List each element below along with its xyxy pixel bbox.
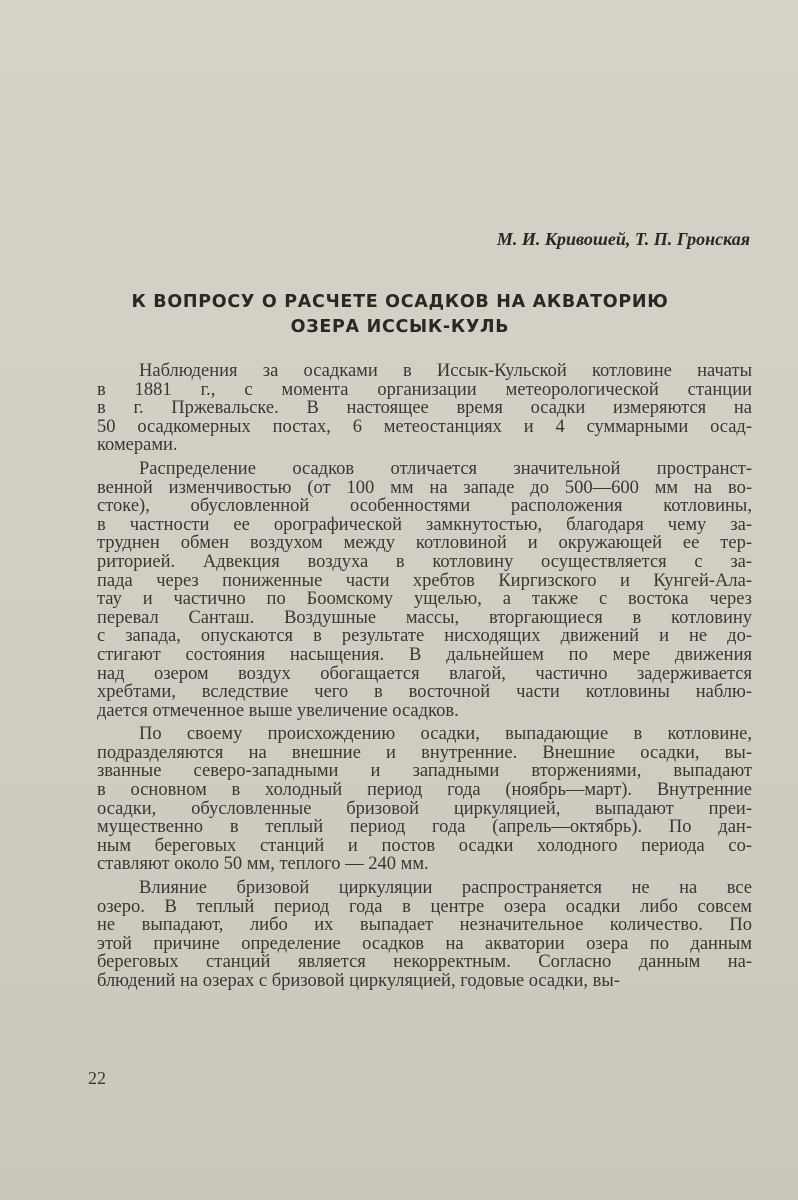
text-line: мущественно в теплый период года (апрель—октябрь). По дан- [97,817,752,838]
text-line: над озером воздух обогащается влагой, частично задерживается [97,663,752,684]
text-line: Влияние бризовой циркуляции распространяется не на все [139,878,752,899]
text-line: осадки, обусловленные бризовой циркуляцией, выпадают преи- [97,798,752,819]
text-line: труднен обмен воздухом между котловиной и окружающей ее тер- [97,533,752,554]
text-line: подразделяются на внешние и внутренние. Внешние осадки, вы- [97,742,752,763]
paragraph [97,725,752,874]
text-line: званные северо-западными и западными вторжениями, выпадают [97,761,752,782]
text-line: блюдений на озерах с бризовой циркуляцией, годовые осадки, вы- [97,971,620,991]
text-line: перевал Санташ. Воздушные массы, вторгающиеся в котловину [97,607,752,628]
text-line: ным береговых станций и постов осадки холодного периода со- [97,835,752,856]
article-body [97,362,752,996]
text-line: риторией. Адвекция воздуха в котловину осуществляется с за- [97,551,752,572]
text-line: комерами. [97,435,178,456]
text-line: 50 осадкомерных постах, 6 метеостанциях и 4 суммарными осад- [97,416,752,437]
text-line: тау и частично по Боомскому ущелью, а также с востока через [97,589,752,610]
paragraph [97,460,752,720]
title-line: К ВОПРОСУ О РАСЧЕТЕ ОСАДКОВ НА АКВАТОРИЮ [131,292,669,312]
title-line: ОЗЕРА ИССЫК-КУЛЬ [290,317,510,337]
page-number: 22 [88,1068,106,1088]
text-line: береговых станций является некорректным. Согласно данным на- [97,952,752,973]
text-line: этой причине определение осадков на акватории озера по данным [97,933,752,954]
text-line: стоке), обусловленной особенностями расположения котловины, [97,496,752,517]
text-line: в г. Пржевальске. В настоящее время осадки измеряются на [97,398,752,419]
text-line: в 1881 г., с момента организации метеорологической станции [97,379,752,400]
text-line: По своему происхождению осадки, выпадающие в котловине, [139,724,752,745]
authors: М. И. Кривошей, Т. П. Гронская [496,229,750,249]
text-line: стигают состояния насыщения. В дальнейшем по мере движения [97,644,752,665]
text-line: венной изменчивостью (от 100 мм на западе до 500—600 мм на во- [97,477,752,498]
text-line: хребтами, вследствие чего в восточной части котловины наблю- [97,682,752,703]
text-line: дается отмеченное выше увеличение осадков. [97,700,459,721]
text-line: с запада, опускаются в результате нисходящих движений и не до- [97,626,752,647]
text-line: не выпадают, либо их выпадает незначительное количество. По [97,915,752,936]
text-line: Наблюдения за осадками в Иссык-Кульской котловине начаты [139,361,752,381]
text-line: в основном в холодный период года (ноябрь—март). Внутренние [97,780,752,801]
paragraph [97,362,752,455]
text-line: Распределение осадков отличается значительной пространст- [139,458,752,479]
text-line: в частности ее орографической замкнутостью, благодаря чему за- [97,514,752,535]
article-title [100,290,700,340]
paragraph [97,879,752,991]
text-line: озеро. В теплый период года в центре озера осадки либо совсем [97,896,752,917]
text-line: пада через пониженные части хребтов Киргизского и Кунгей-Ала- [97,570,752,591]
text-line: ставляют около 50 мм, теплого — 240 мм. [97,854,429,875]
